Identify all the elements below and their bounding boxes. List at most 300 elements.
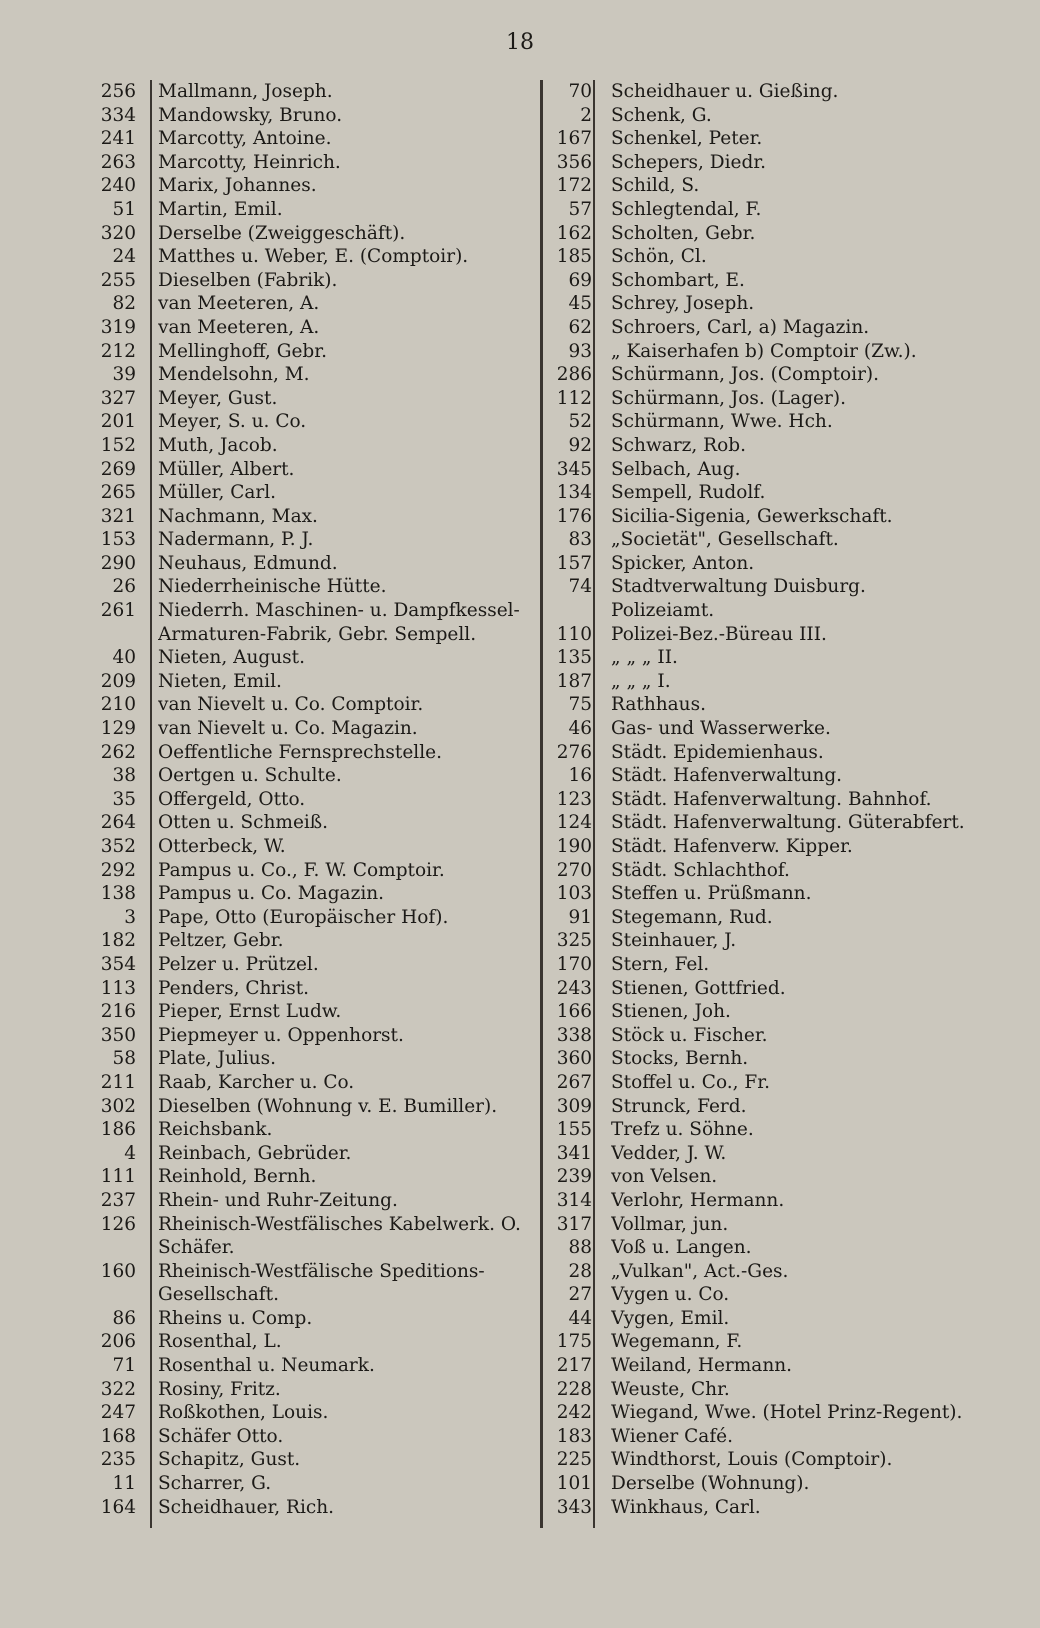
directory-entry — [86, 882, 536, 906]
entry-number: 112 — [556, 387, 592, 409]
entry-number: 92 — [568, 434, 592, 456]
entry-number — [86, 1283, 136, 1307]
directory-entry — [86, 788, 536, 812]
directory-entry — [540, 528, 1020, 552]
entry-name: Armaturen-Fabrik, Gebr. Sempell. — [158, 623, 477, 645]
directory-entry — [540, 1330, 1020, 1354]
directory-entry — [86, 1425, 536, 1449]
entry-name: „ „ „ I. — [611, 670, 671, 692]
entry-name: „ Kaiserhafen b) Comptoir (Zw.). — [611, 340, 917, 362]
entry-number: 52 — [568, 411, 592, 433]
directory-entry — [86, 410, 536, 434]
entry-name: Selbach, Aug. — [611, 458, 741, 480]
entry-name: Städt. Hafenverwaltung. Güterabfert. — [611, 812, 965, 834]
entry-number: 217 — [556, 1355, 592, 1377]
directory-entry — [540, 316, 1020, 340]
directory-entry — [540, 505, 1020, 529]
entry-name: Sicilia-Sigenia, Gewerkschaft. — [611, 505, 893, 527]
entry-name: Weuste, Chr. — [611, 1378, 730, 1400]
entry-number: 247 — [100, 1402, 136, 1424]
entry-number: 262 — [100, 741, 136, 763]
entry-name: Vedder, J. W. — [611, 1142, 727, 1164]
entry-number: 162 — [556, 222, 592, 244]
entry-number: 69 — [568, 269, 592, 291]
directory-entry — [540, 788, 1020, 812]
entry-name: Stern, Fel. — [611, 953, 710, 975]
entry-number: 356 — [556, 151, 592, 173]
entry-number: 126 — [100, 1213, 136, 1235]
directory-entry — [540, 1378, 1020, 1402]
entry-name: Peltzer, Gebr. — [158, 930, 284, 952]
entry-number: 341 — [556, 1142, 592, 1164]
entry-number: 175 — [556, 1331, 592, 1353]
entry-number: 286 — [556, 364, 592, 386]
entry-number: 239 — [556, 1166, 592, 1188]
entry-number: 210 — [100, 694, 136, 716]
entry-name: Schürmann, Jos. (Lager). — [611, 387, 846, 409]
directory-entry — [86, 717, 536, 741]
entry-number: 167 — [556, 128, 592, 150]
directory-entry — [540, 363, 1020, 387]
entry-number: 190 — [556, 836, 592, 857]
entry-name: Pieper, Ernst Ludw. — [158, 1001, 342, 1023]
directory-entry — [540, 575, 1020, 599]
entry-number: 263 — [100, 151, 136, 173]
directory-entry — [86, 1401, 536, 1425]
entry-number: 264 — [100, 812, 136, 834]
entry-name: Niederrheinische Hütte. — [158, 576, 387, 598]
entry-name: Piepmeyer u. Oppenhorst. — [158, 1024, 404, 1046]
entry-number: 4 — [124, 1142, 136, 1164]
directory-entry — [540, 481, 1020, 505]
entry-name: „ „ „ II. — [611, 647, 678, 669]
entry-name: Otten u. Schmeiß. — [158, 812, 329, 834]
entry-name: van Meeteren, A. — [158, 293, 320, 315]
entry-number: 103 — [556, 883, 592, 905]
entry-number: 176 — [556, 505, 592, 527]
entry-name: Städt. Hafenverwaltung. Bahnhof. — [611, 788, 932, 810]
entry-name: Reichsbank. — [158, 1119, 273, 1141]
entry-number: 321 — [100, 505, 136, 527]
entry-number: 83 — [568, 529, 592, 551]
directory-entry — [540, 1236, 1020, 1260]
entry-name: Städt. Epidemienhaus. — [611, 741, 824, 763]
entry-name: Nieten, Emil. — [158, 670, 282, 692]
entry-number: 343 — [556, 1496, 592, 1518]
directory-entry — [540, 1000, 1020, 1024]
entry-number: 241 — [100, 128, 136, 150]
directory-entry — [540, 882, 1020, 906]
entry-name: Meyer, S. u. Co. — [158, 411, 307, 433]
directory-entry — [86, 1095, 536, 1119]
entry-number: 302 — [100, 1095, 136, 1117]
directory-entry — [540, 410, 1020, 434]
entry-name: Rhein- und Ruhr-Zeitung. — [158, 1189, 398, 1211]
entry-name: Müller, Albert. — [158, 458, 295, 480]
entry-number: 325 — [556, 930, 592, 952]
directory-entry — [540, 764, 1020, 788]
entry-number: 39 — [112, 364, 136, 386]
entry-number: 58 — [112, 1048, 136, 1070]
directory-entry — [86, 340, 536, 364]
entry-name: Scholten, Gebr. — [611, 222, 756, 244]
entry-name: Voß u. Langen. — [611, 1237, 752, 1259]
directory-entry — [86, 953, 536, 977]
entry-name: Schroers, Carl, a) Magazin. — [611, 316, 870, 338]
entry-number: 155 — [556, 1119, 592, 1141]
entry-name: Niederrh. Maschinen- u. Dampfkessel- — [158, 600, 520, 622]
directory-entry — [540, 1118, 1020, 1142]
entry-name: Rheins u. Comp. — [158, 1307, 313, 1329]
directory-entry — [86, 859, 536, 883]
entry-name: Pampus u. Co., F. W. Comptoir. — [158, 859, 445, 881]
entry-number: 317 — [556, 1213, 592, 1235]
directory-entry — [86, 741, 536, 765]
entry-number: 237 — [100, 1189, 136, 1211]
entry-name: Müller, Carl. — [158, 482, 277, 504]
entry-name: Nadermann, P. J. — [158, 529, 314, 551]
directory-entry — [86, 1330, 536, 1354]
directory-entry — [86, 906, 536, 930]
directory-entry — [540, 458, 1020, 482]
directory-entry — [86, 458, 536, 482]
directory-entry — [86, 1283, 536, 1307]
directory-entry — [86, 387, 536, 411]
directory-entry — [540, 434, 1020, 458]
entry-name: „Vulkan", Act.-Ges. — [611, 1260, 789, 1282]
directory-entry — [540, 693, 1020, 717]
entry-name: Städt. Hafenverwaltung. — [611, 765, 843, 787]
entry-number: 160 — [100, 1260, 136, 1282]
directory-entry — [86, 670, 536, 694]
directory-entry — [540, 1095, 1020, 1119]
entry-number: 113 — [100, 977, 136, 999]
entry-number: 309 — [556, 1095, 592, 1117]
entry-number: 71 — [112, 1355, 136, 1377]
entry-name: Pelzer u. Prützel. — [158, 953, 319, 975]
entry-name: Scheidhauer, Rich. — [158, 1496, 335, 1518]
entry-name: Schön, Cl. — [611, 246, 707, 268]
entry-number: 209 — [100, 670, 136, 692]
directory-entry — [86, 1448, 536, 1472]
entry-name: Weiland, Hermann. — [611, 1355, 793, 1377]
entry-name: Dieselben (Fabrik). — [158, 269, 338, 291]
directory-entry — [86, 1236, 536, 1260]
directory-entry — [540, 859, 1020, 883]
entry-name: Wiener Café. — [611, 1425, 734, 1447]
directory-entry — [540, 1024, 1020, 1048]
directory-entry — [86, 623, 536, 647]
entry-number: 45 — [568, 293, 592, 315]
directory-entry — [86, 1496, 536, 1520]
entry-number: 292 — [100, 859, 136, 881]
entry-name: Pampus u. Co. Magazin. — [158, 883, 385, 905]
entry-number: 319 — [100, 316, 136, 338]
entry-number: 182 — [100, 930, 136, 952]
entry-name: Schombart, E. — [611, 269, 745, 291]
entry-name: Gesellschaft. — [158, 1284, 279, 1306]
entry-name: Stienen, Joh. — [611, 1001, 731, 1023]
directory-entry — [540, 1354, 1020, 1378]
directory-entry — [86, 245, 536, 269]
entry-name: Schenkel, Peter. — [611, 128, 763, 150]
entry-number: 110 — [556, 623, 592, 645]
entry-number: 27 — [568, 1284, 592, 1306]
directory-entry — [540, 1496, 1020, 1520]
entry-name: Stoffel u. Co., Fr. — [611, 1071, 770, 1093]
directory-entry — [86, 1354, 536, 1378]
entry-name: Muth, Jacob. — [158, 434, 278, 456]
directory-entry — [86, 929, 536, 953]
entry-number — [86, 623, 136, 647]
entry-number: 212 — [100, 340, 136, 362]
entry-number: 26 — [112, 576, 136, 598]
directory-entry — [540, 1448, 1020, 1472]
entry-name: Rosenthal u. Neumark. — [158, 1355, 375, 1377]
entry-number — [540, 599, 592, 623]
entry-name: Verlohr, Hermann. — [611, 1189, 785, 1211]
entry-number: 44 — [568, 1307, 592, 1329]
directory-entry — [86, 835, 536, 859]
entry-name: Rheinisch-Westfälische Speditions- — [158, 1260, 485, 1282]
directory-entry — [86, 198, 536, 222]
directory-entry — [540, 1213, 1020, 1237]
entry-name: Schepers, Diedr. — [611, 151, 767, 173]
entry-number: 334 — [100, 104, 136, 126]
entry-name: Gas- und Wasserwerke. — [611, 718, 831, 740]
entry-number: 183 — [556, 1425, 592, 1447]
entry-name: Raab, Karcher u. Co. — [158, 1071, 355, 1093]
directory-entry — [540, 1189, 1020, 1213]
entry-name: Mallmann, Joseph. — [158, 81, 333, 102]
directory-entry — [86, 1024, 536, 1048]
directory-entry — [86, 693, 536, 717]
directory-entry — [540, 1142, 1020, 1166]
entry-name: Winkhaus, Carl. — [611, 1496, 761, 1518]
directory-entry — [86, 505, 536, 529]
entry-number: 16 — [568, 765, 592, 787]
entry-name: Meyer, Gust. — [158, 387, 278, 409]
directory-entry — [86, 151, 536, 175]
directory-entry — [86, 127, 536, 151]
directory-entry — [540, 929, 1020, 953]
entry-number: 134 — [556, 482, 592, 504]
entry-name: Schrey, Joseph. — [611, 293, 755, 315]
entry-name: Reinhold, Bernh. — [158, 1166, 317, 1188]
entry-name: Pape, Otto (Europäischer Hof). — [158, 906, 449, 928]
directory-entry — [86, 811, 536, 835]
entry-name: Schäfer Otto. — [158, 1425, 284, 1447]
directory-entry — [86, 764, 536, 788]
entry-name: Polizeiamt. — [611, 600, 715, 622]
entry-name: Strunck, Ferd. — [611, 1095, 747, 1117]
entry-name: van Nievelt u. Co. Comptoir. — [158, 694, 424, 716]
entry-number: 235 — [100, 1449, 136, 1471]
entry-number: 82 — [112, 293, 136, 315]
directory-entry — [86, 104, 536, 128]
directory-entry — [540, 104, 1020, 128]
entry-number — [86, 1236, 136, 1260]
entry-name: Städt. Schlachthof. — [611, 859, 790, 881]
directory-entry — [540, 1307, 1020, 1331]
entry-name: Plate, Julius. — [158, 1048, 276, 1070]
entry-name: van Meeteren, A. — [158, 316, 320, 338]
entry-number: 201 — [100, 411, 136, 433]
entry-number: 170 — [556, 953, 592, 975]
entry-name: Spicker, Anton. — [611, 552, 755, 574]
entry-number: 62 — [568, 316, 592, 338]
entry-name: Mellinghoff, Gebr. — [158, 340, 327, 362]
entry-number: 242 — [556, 1402, 592, 1424]
directory-entry — [86, 1047, 536, 1071]
left-column — [86, 80, 536, 1519]
directory-entry — [540, 1165, 1020, 1189]
directory-entry — [540, 387, 1020, 411]
entry-number: 269 — [100, 458, 136, 480]
entry-number: 28 — [568, 1260, 592, 1282]
entry-name: „Societät", Gesellschaft. — [611, 529, 839, 551]
directory-entry — [86, 1000, 536, 1024]
directory-entry — [540, 151, 1020, 175]
directory-entry — [540, 1260, 1020, 1284]
entry-name: Schürmann, Jos. (Comptoir). — [611, 364, 880, 386]
entry-name: Dieselben (Wohnung v. E. Bumiller). — [158, 1095, 498, 1117]
entry-number: 166 — [556, 1001, 592, 1023]
entry-number: 265 — [100, 482, 136, 504]
entry-number: 2 — [580, 104, 592, 126]
entry-number: 70 — [568, 81, 592, 102]
directory-entry — [540, 292, 1020, 316]
directory-entry — [540, 906, 1020, 930]
entry-name: Rosenthal, L. — [158, 1331, 282, 1353]
entry-name: van Nievelt u. Co. Magazin. — [158, 718, 418, 740]
entry-number: 3 — [124, 906, 136, 928]
entry-number: 228 — [556, 1378, 592, 1400]
directory-entry — [540, 1401, 1020, 1425]
entry-number: 211 — [100, 1071, 136, 1093]
entry-name: Stadtverwaltung Duisburg. — [611, 576, 866, 598]
directory-entry — [540, 80, 1020, 104]
entry-name: Wiegand, Wwe. (Hotel Prinz-Regent). — [611, 1402, 963, 1424]
entry-name: Mendelsohn, M. — [158, 364, 310, 386]
entry-name: Neuhaus, Edmund. — [158, 552, 338, 574]
directory-entry — [86, 174, 536, 198]
entry-name: Schenk, G. — [611, 104, 712, 126]
directory-entry — [540, 340, 1020, 364]
entry-name: Vygen u. Co. — [611, 1284, 730, 1306]
directory-entry — [86, 1472, 536, 1496]
directory-entry — [86, 316, 536, 340]
entry-number: 46 — [568, 718, 592, 740]
directory-entry — [86, 292, 536, 316]
directory-entry — [540, 1425, 1020, 1449]
entry-number: 11 — [112, 1473, 136, 1495]
directory-entry — [540, 623, 1020, 647]
entry-number: 111 — [100, 1166, 136, 1188]
entry-number: 354 — [100, 953, 136, 975]
entry-name: Stienen, Gottfried. — [611, 977, 786, 999]
entry-name: Martin, Emil. — [158, 198, 283, 220]
directory-entry — [86, 1071, 536, 1095]
entry-name: Stegemann, Rud. — [611, 906, 773, 928]
directory-entry — [86, 977, 536, 1001]
entry-number: 153 — [100, 529, 136, 551]
directory-entry — [86, 269, 536, 293]
entry-number: 101 — [556, 1473, 592, 1495]
entry-number: 320 — [100, 222, 136, 244]
directory-entry — [540, 174, 1020, 198]
entry-number: 350 — [100, 1024, 136, 1046]
entry-name: Matthes u. Weber, E. (Comptoir). — [158, 246, 469, 268]
entry-number: 360 — [556, 1048, 592, 1070]
entry-name: Scheidhauer u. Gießing. — [611, 81, 839, 102]
entry-name: Sempell, Rudolf. — [611, 482, 766, 504]
directory-entry — [540, 741, 1020, 765]
entry-name: Schild, S. — [611, 175, 700, 197]
entry-name: Stöck u. Fischer. — [611, 1024, 768, 1046]
directory-entry — [86, 1118, 536, 1142]
entry-number: 24 — [112, 246, 136, 268]
entry-name: Offergeld, Otto. — [158, 788, 306, 810]
directory-entry — [540, 953, 1020, 977]
entry-number: 185 — [556, 246, 592, 268]
entry-number: 40 — [112, 647, 136, 669]
directory-entry — [86, 1307, 536, 1331]
entry-number: 91 — [568, 906, 592, 928]
directory-entry — [540, 599, 1020, 623]
entry-number: 187 — [556, 670, 592, 692]
entry-name: Wegemann, F. — [611, 1331, 743, 1353]
entry-number: 314 — [556, 1189, 592, 1211]
entry-number: 152 — [100, 434, 136, 456]
entry-name: Steffen u. Prüßmann. — [611, 883, 812, 905]
entry-number: 51 — [112, 198, 136, 220]
entry-number: 88 — [568, 1237, 592, 1259]
entry-number: 322 — [100, 1378, 136, 1400]
entry-number: 255 — [100, 269, 136, 291]
directory-entry — [540, 269, 1020, 293]
directory-entry — [540, 1472, 1020, 1496]
entry-name: Trefz u. Söhne. — [611, 1119, 754, 1141]
entry-number: 352 — [100, 836, 136, 857]
entry-name: Scharrer, G. — [158, 1473, 272, 1495]
entry-name: Marcotty, Heinrich. — [158, 151, 341, 173]
entry-name: Rheinisch-Westfälisches Kabelwerk. O. — [158, 1213, 521, 1235]
entry-name: Vollmar, jun. — [611, 1213, 729, 1235]
entry-number: 93 — [568, 340, 592, 362]
entry-number: 164 — [100, 1496, 136, 1518]
directory-entry — [540, 1071, 1020, 1095]
entry-name: Polizei-Bez.-Büreau III. — [611, 623, 827, 645]
entry-name: Nachmann, Max. — [158, 505, 318, 527]
directory-entry — [540, 835, 1020, 859]
directory-entry — [540, 127, 1020, 151]
directory-entry — [86, 1213, 536, 1237]
entry-name: Roßkothen, Louis. — [158, 1402, 329, 1424]
entry-name: Windthorst, Louis (Comptoir). — [611, 1449, 893, 1471]
directory-entry — [86, 646, 536, 670]
entry-number: 216 — [100, 1001, 136, 1023]
directory-entry — [86, 528, 536, 552]
directory-entry — [540, 646, 1020, 670]
entry-name: Schürmann, Wwe. Hch. — [611, 411, 833, 433]
directory-entry — [86, 481, 536, 505]
entry-name: Vygen, Emil. — [611, 1307, 730, 1329]
directory-entry — [540, 222, 1020, 246]
entry-name: Stocks, Bernh. — [611, 1048, 749, 1070]
entry-name: Marcotty, Antoine. — [158, 128, 332, 150]
entry-name: Otterbeck, W. — [158, 836, 286, 857]
